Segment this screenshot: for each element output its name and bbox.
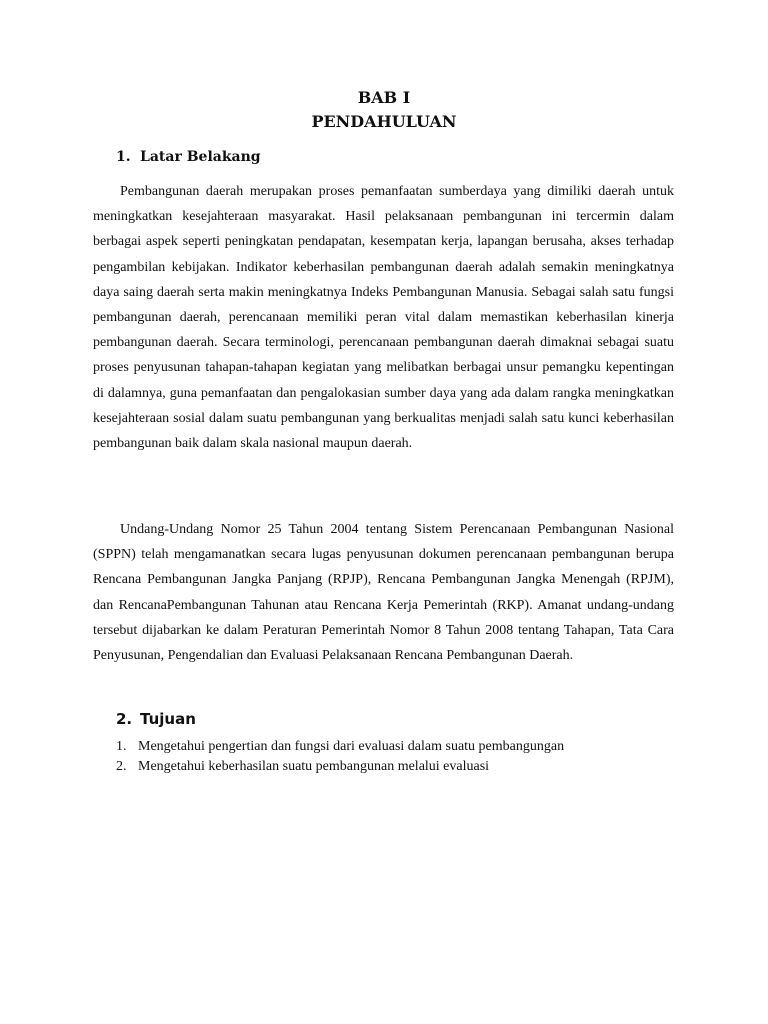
section-title: Tujuan	[140, 710, 196, 728]
chapter-title: PENDAHULUAN	[311, 112, 457, 131]
section-heading-tujuan	[116, 710, 196, 728]
paragraph-undang-undang: Undang-Undang Nomor 25 Tahun 2004 tentang Sistem Perencanaan Pembangunan Nasional (SPPN) telah mengamanatkan secara lugas penyusunan dokumen perencanaan pembangunan berupa Rencana Pembangunan Jangka Panjang (RPJP), Rencana Pembangunan Jangka Menengah (RPJM), dan RencanaPembangunan Tahunan atau Rencana Kerja Pemerintah (RKP). Amanat undang-undang tersebut dijabarkan ke dalam Peraturan Pemerintah Nomor 8 Tahun 2008 tentang Tahapan, Tata Cara Penyusunan, Pengendalian dan Evaluasi Pelaksanaan Rencana Pembangunan Daerah.	[93, 522, 674, 664]
list-item-number: 1.	[116, 739, 127, 754]
chapter-number: BAB I	[357, 88, 411, 107]
list-item-number: 2.	[116, 759, 127, 774]
list-item	[116, 737, 676, 757]
list-item	[116, 757, 676, 777]
tujuan-list	[116, 737, 676, 777]
section-heading-latar-belakang	[116, 149, 261, 165]
list-item-text: Mengetahui keberhasilan suatu pembangunan melalui evaluasi	[138, 759, 490, 774]
section-title: Latar Belakang	[140, 149, 261, 165]
section-number: 1.	[116, 149, 131, 165]
paragraph-pembangunan-daerah: Pembangunan daerah merupakan proses pemanfaatan sumberdaya yang dimiliki daerah untuk meningkatkan kesejahteraan masyarakat. Hasil pelaksanaan pembangunan ini tercermin dalam berbagai aspek seperti peningkatan pendapatan, kesempatan kerja, lapangan berusaha, akses terhadap pengambilan kebijakan. Indikator keberhasilan pembangunan daerah adalah semakin meningkatnya daya saing daerah serta makin meningkatnya Indeks Pembangunan Manusia. Sebagai salah satu fungsi pembangunan daerah, perencanaan memiliki peran vital dalam memastikan keberhasilan kinerja pembangunan daerah. Secara terminologi, perencanaan pembangunan daerah dimaknai sebagai suatu proses penyusunan tahapan-tahapan kegiatan yang melibatkan berbagai unsur pemangku kepentingan di dalamnya, guna pemanfaatan dan pengalokasian sumber daya yang ada dalam rangka meningkatkan kesejahteraan sosial dalam suatu pembangunan yang berkualitas menjadi salah satu kunci keberhasilan pembangunan baik dalam skala nasional maupun daerah.	[93, 184, 674, 452]
section-number: 2.	[116, 710, 133, 728]
list-item-text: Mengetahui pengertian dan fungsi dari evaluasi dalam suatu pembangungan	[138, 739, 565, 754]
